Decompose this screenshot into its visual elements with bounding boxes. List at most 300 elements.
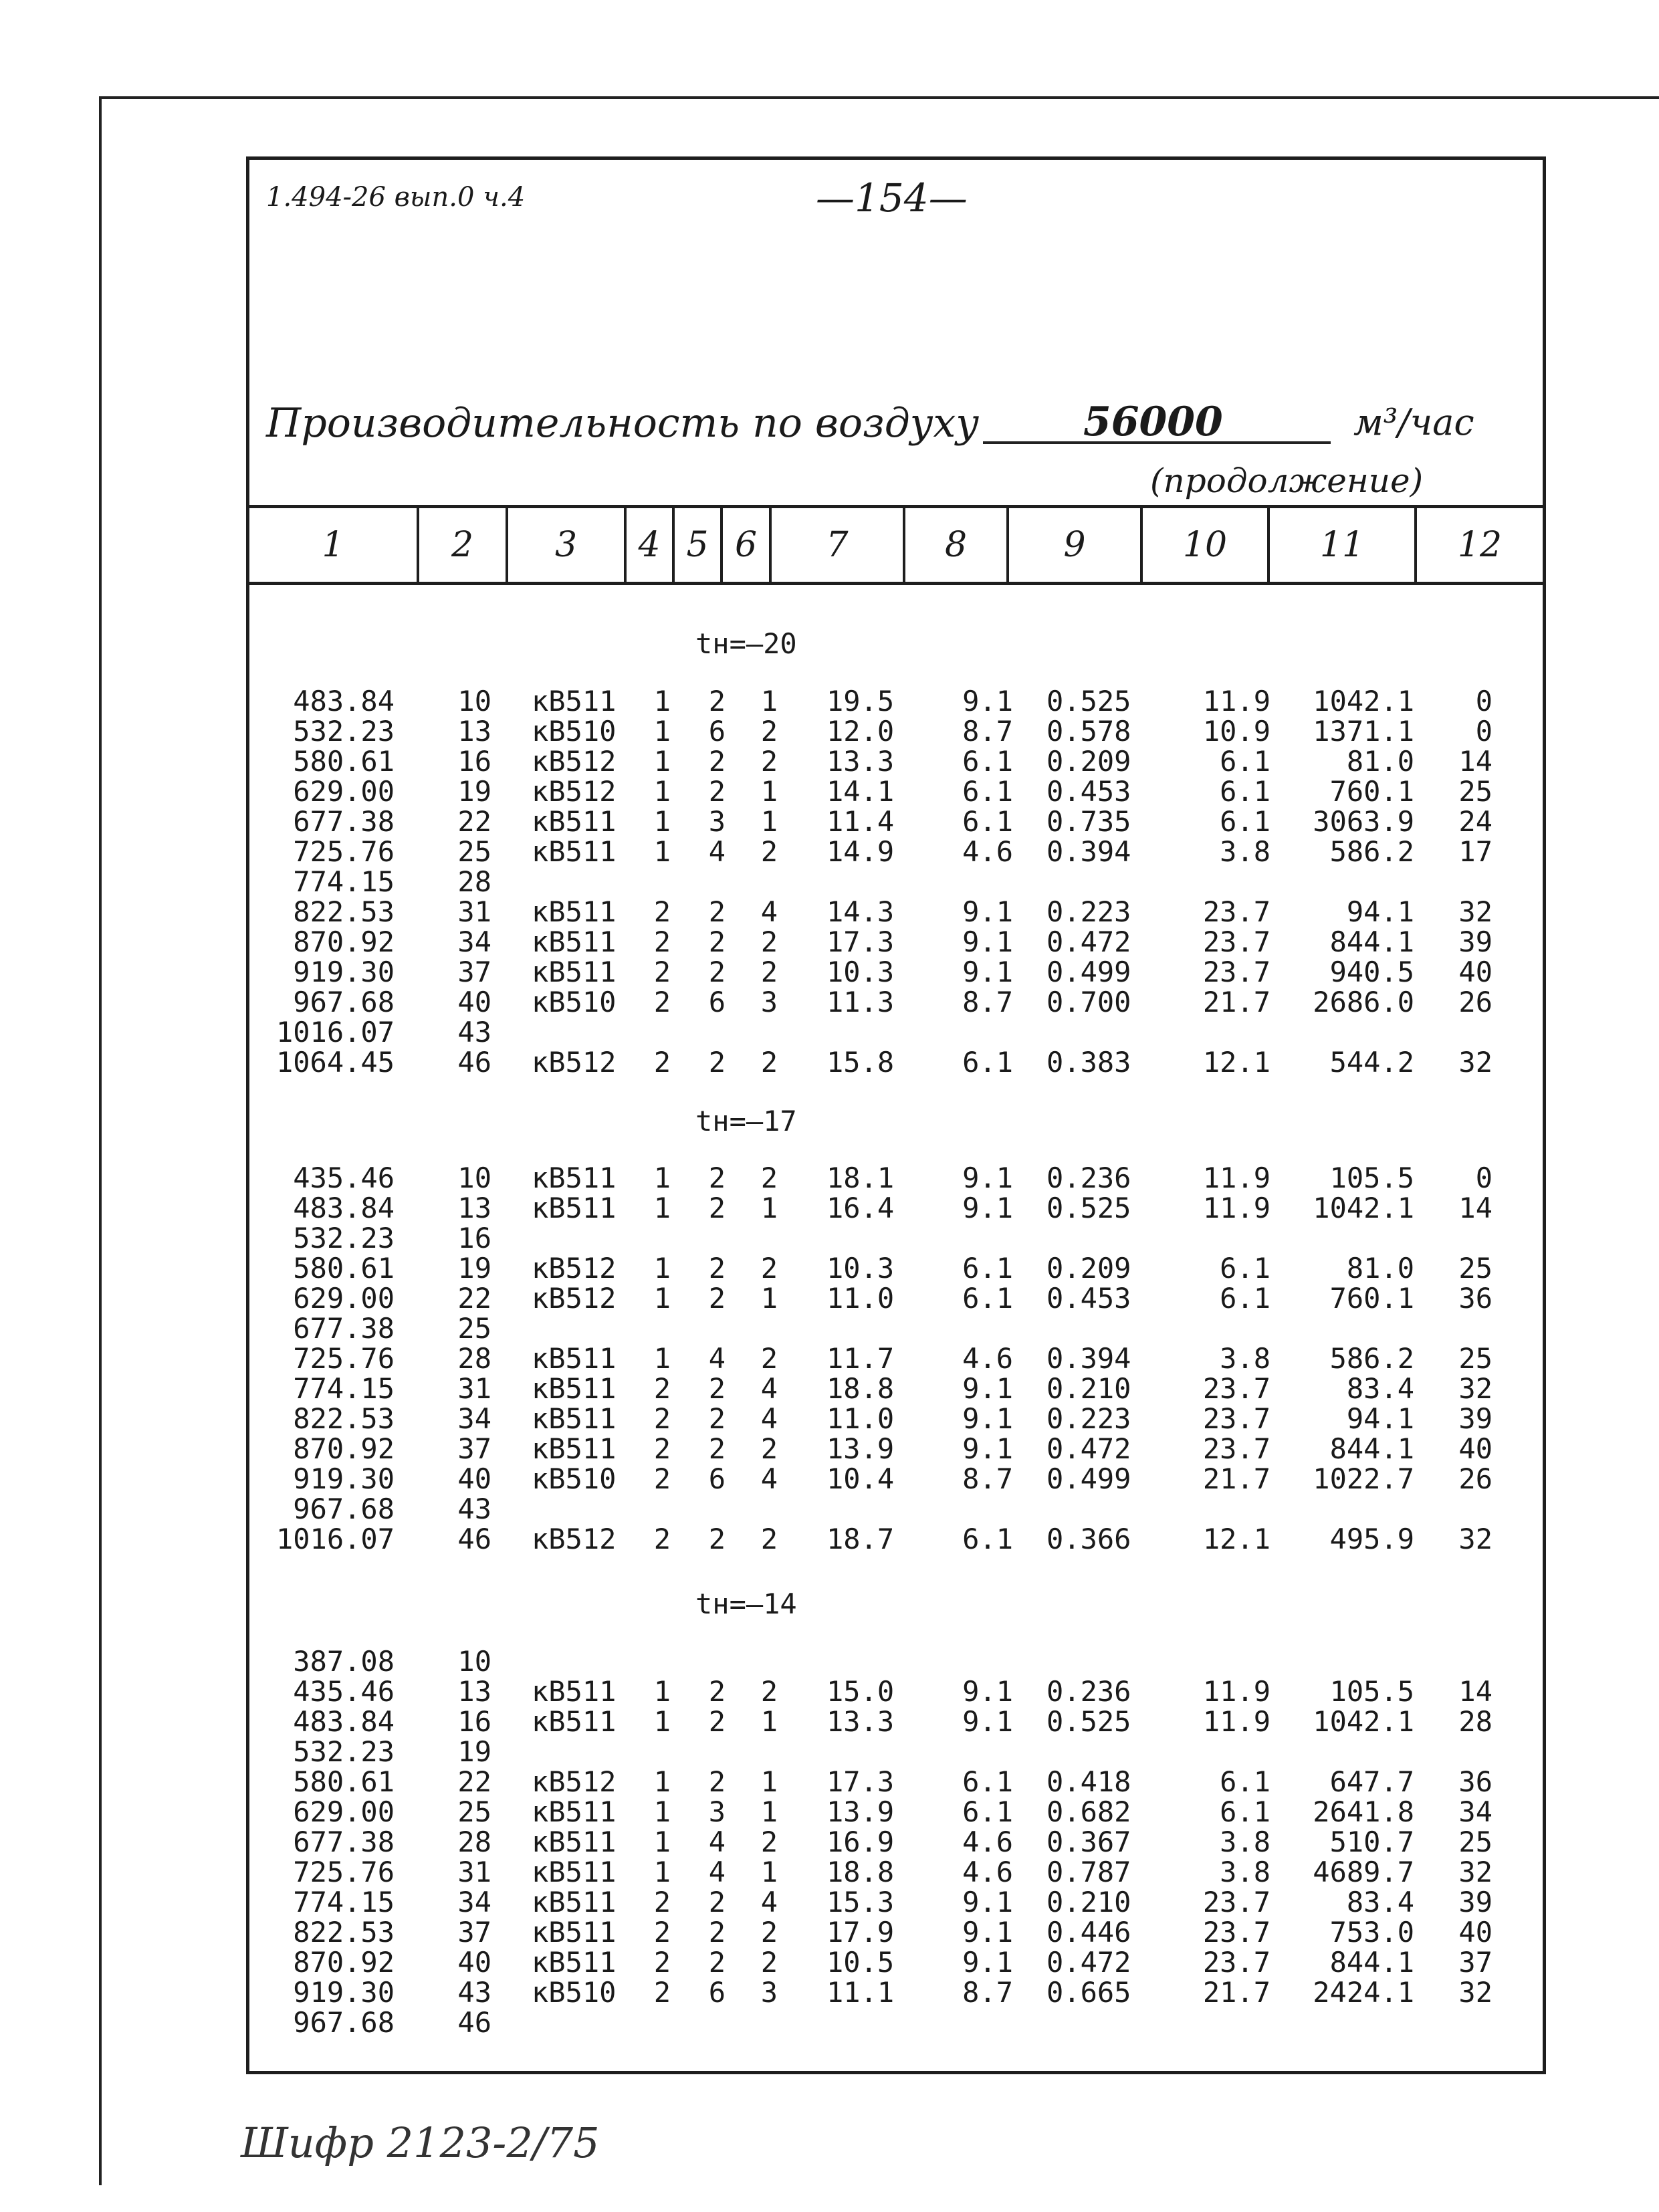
table-cell: 0.394 [1046, 835, 1131, 868]
table-cell: 0.525 [1046, 1192, 1131, 1224]
table-cell: 18.1 [826, 1162, 895, 1194]
table-cell: 1016.07 [275, 1523, 395, 1555]
table-cell: 586.2 [1329, 1342, 1414, 1375]
table-cell: 1 [653, 1342, 671, 1375]
table-cell: 15.8 [826, 1046, 895, 1079]
table-cell: 2 [760, 745, 778, 778]
table-row [0, 1492, 1659, 1525]
table-cell: 21.7 [1202, 986, 1270, 1018]
table-cell: кВ511 [532, 1705, 617, 1738]
table-cell: 25 [1458, 1826, 1492, 1858]
table-cell: 3 [708, 1795, 726, 1828]
table-cell: 940.5 [1329, 956, 1414, 988]
table-cell: 1 [653, 835, 671, 868]
table-cell: 6.1 [1220, 1795, 1270, 1828]
table-cell: 26 [1458, 986, 1492, 1018]
table-cell: 4 [760, 1402, 778, 1435]
table-cell: 0.499 [1046, 1462, 1131, 1495]
table-cell: кВ511 [532, 1342, 617, 1375]
table-cell: 4 [760, 895, 778, 928]
table-cell: 9.1 [962, 1162, 1013, 1194]
table-cell: 919.30 [293, 1462, 395, 1495]
table-cell: кВ512 [532, 1523, 617, 1555]
table-cell: 0.209 [1046, 745, 1131, 778]
table-cell: 16 [457, 1222, 491, 1254]
table-cell: 28 [1458, 1705, 1492, 1738]
table-cell: 2 [708, 1372, 726, 1405]
table-cell: 2 [653, 1432, 671, 1465]
table-cell: 1 [653, 1252, 671, 1285]
table-cell: 0 [1475, 1162, 1492, 1194]
column-header: 11 [1267, 508, 1414, 582]
table-row [0, 1194, 1659, 1223]
table-cell: 2 [708, 925, 726, 958]
table-cell: 844.1 [1329, 1432, 1414, 1465]
table-cell: 725.76 [293, 835, 395, 868]
column-header: 7 [769, 508, 903, 582]
table-cell: 580.61 [293, 1765, 395, 1798]
table-cell: 11.1 [826, 1976, 895, 2009]
table-cell: 11.0 [826, 1282, 895, 1315]
table-cell: кВ511 [532, 956, 617, 988]
table-cell: 2 [653, 1886, 671, 1918]
table-cell: 39 [1458, 1886, 1492, 1918]
table-cell: 532.23 [293, 715, 395, 748]
table-cell: кВ510 [532, 1462, 617, 1495]
table-cell: 967.68 [293, 1492, 395, 1525]
table-row [0, 1404, 1659, 1434]
table-cell: 12.0 [826, 715, 895, 748]
table-cell: 0.472 [1046, 1946, 1131, 1979]
table-cell: 15.3 [826, 1886, 895, 1918]
table-cell: 6.1 [962, 745, 1013, 778]
table-cell: 46 [457, 1046, 491, 1079]
table-cell: кВ511 [532, 1826, 617, 1858]
table-cell: 43 [457, 1016, 491, 1048]
table-cell: 2 [708, 1192, 726, 1224]
table-cell: 36 [1458, 1765, 1492, 1798]
column-header: 6 [720, 508, 769, 582]
table-cell: 9.1 [962, 895, 1013, 928]
table-cell: 3063.9 [1313, 805, 1414, 838]
table-cell: 1 [653, 1856, 671, 1888]
table-cell: 17.3 [826, 1765, 895, 1798]
table-cell: 18.7 [826, 1523, 895, 1555]
table-row [0, 927, 1659, 957]
table-cell: 10.5 [826, 1946, 895, 1979]
table-cell: 532.23 [293, 1735, 395, 1768]
table-cell: 37 [1458, 1946, 1492, 1979]
table-row [0, 807, 1659, 837]
table-cell: 2 [653, 895, 671, 928]
table-cell: 0.418 [1046, 1765, 1131, 1798]
table-cell: 10 [457, 1645, 491, 1678]
table-cell: 725.76 [293, 1856, 395, 1888]
table-cell: 19.5 [826, 685, 895, 717]
table-cell: 2 [708, 1252, 726, 1285]
table-cell: 3.8 [1220, 1826, 1270, 1858]
table-cell: 34 [1458, 1795, 1492, 1828]
table-cell: кВ511 [532, 1372, 617, 1405]
table-row [0, 1018, 1659, 1047]
table-cell: 1042.1 [1313, 685, 1414, 717]
table-cell: 0.210 [1046, 1886, 1131, 1918]
table-cell: 28 [457, 1826, 491, 1858]
table-cell: 14 [1458, 745, 1492, 778]
table-cell: 4 [760, 1372, 778, 1405]
table-cell: 1371.1 [1313, 715, 1414, 748]
table-cell: 2 [708, 1402, 726, 1435]
section-title: tн=—20 [695, 627, 797, 660]
table-cell: 1 [653, 1795, 671, 1828]
table-cell: 83.4 [1346, 1886, 1414, 1918]
table-cell: 40 [457, 1946, 491, 1979]
table-row [0, 1737, 1659, 1767]
table-cell: 9.1 [962, 1372, 1013, 1405]
table-row [0, 988, 1659, 1017]
table-cell: 3 [760, 986, 778, 1018]
table-cell: 14 [1458, 1192, 1492, 1224]
table-cell: 10.3 [826, 1252, 895, 1285]
table-cell: 725.76 [293, 1342, 395, 1375]
table-cell: 83.4 [1346, 1372, 1414, 1405]
table-cell: 23.7 [1202, 925, 1270, 958]
table-cell: 16 [457, 745, 491, 778]
table-cell: кВ511 [532, 1795, 617, 1828]
table-cell: 483.84 [293, 1192, 395, 1224]
table-cell: 1 [653, 1705, 671, 1738]
table-row [0, 747, 1659, 776]
table-cell: 18.8 [826, 1372, 895, 1405]
table-cell: 483.84 [293, 685, 395, 717]
table-row [0, 837, 1659, 867]
table-cell: 1 [760, 775, 778, 808]
table-cell: 0.665 [1046, 1976, 1131, 2009]
table-cell: 17.9 [826, 1916, 895, 1949]
table-cell: 2 [708, 895, 726, 928]
table-cell: 10.3 [826, 956, 895, 988]
table-cell: 2 [760, 835, 778, 868]
table-row [0, 1314, 1659, 1343]
table-cell: 2 [708, 745, 726, 778]
table-cell: кВ511 [532, 1856, 617, 1888]
table-cell: 105.5 [1329, 1162, 1414, 1194]
title-unit: м³/час [1353, 401, 1474, 443]
table-cell: 0.366 [1046, 1523, 1131, 1555]
table-cell: 629.00 [293, 775, 395, 808]
table-cell: кВ512 [532, 775, 617, 808]
table-cell: кВ511 [532, 1192, 617, 1224]
table-cell: 32 [1458, 1523, 1492, 1555]
table-cell: 8.7 [962, 1462, 1013, 1495]
table-cell: 32 [1458, 895, 1492, 928]
table-cell: 2 [760, 1046, 778, 1079]
table-cell: 870.92 [293, 1432, 395, 1465]
table-cell: кВ511 [532, 925, 617, 958]
table-cell: 31 [457, 1372, 491, 1405]
column-header: 10 [1140, 508, 1267, 582]
table-cell: 0.223 [1046, 895, 1131, 928]
table-cell: 2 [708, 956, 726, 988]
table-cell: кВ510 [532, 1976, 617, 2009]
table-cell: 2 [760, 1252, 778, 1285]
table-cell: 0 [1475, 715, 1492, 748]
table-row [0, 717, 1659, 746]
table-cell: 1 [760, 1705, 778, 1738]
table-row [0, 1677, 1659, 1706]
table-row [0, 867, 1659, 897]
table-cell: 919.30 [293, 1976, 395, 2009]
table-cell: 629.00 [293, 1795, 395, 1828]
table-cell: 580.61 [293, 745, 395, 778]
table-cell: 31 [457, 1856, 491, 1888]
table-cell: 870.92 [293, 925, 395, 958]
document-code: 1.494-26 вып.0 ч.4 [266, 182, 526, 213]
table-cell: 21.7 [1202, 1976, 1270, 2009]
table-cell: 28 [457, 865, 491, 898]
column-header: 8 [903, 508, 1006, 582]
table-cell: 16.9 [826, 1826, 895, 1858]
table-cell: 21.7 [1202, 1462, 1270, 1495]
table-cell: 4689.7 [1313, 1856, 1414, 1888]
table-cell: 37 [457, 1432, 491, 1465]
column-header: 5 [672, 508, 720, 582]
table-cell: 1022.7 [1313, 1462, 1414, 1495]
table-cell: кВ511 [532, 685, 617, 717]
table-cell: 1016.07 [275, 1016, 395, 1048]
page-number: —154— [816, 175, 968, 221]
table-cell: кВ512 [532, 1252, 617, 1285]
table-cell: 2 [708, 685, 726, 717]
table-cell: 46 [457, 1523, 491, 1555]
table-cell: 0.472 [1046, 1432, 1131, 1465]
table-row [0, 1284, 1659, 1313]
table-cell: 25 [1458, 1252, 1492, 1285]
table-cell: 6.1 [962, 1282, 1013, 1315]
table-cell: 844.1 [1329, 925, 1414, 958]
table-cell: 1 [760, 805, 778, 838]
table-cell: кВ510 [532, 986, 617, 1018]
table-cell: 2686.0 [1313, 986, 1414, 1018]
table-cell: 6.1 [962, 805, 1013, 838]
table-cell: 1 [760, 1765, 778, 1798]
table-cell: 4.6 [962, 1856, 1013, 1888]
table-cell: 22 [457, 1765, 491, 1798]
table-cell: 2 [708, 1916, 726, 1949]
table-cell: 1 [653, 1162, 671, 1194]
table-cell: 12.1 [1202, 1523, 1270, 1555]
table-cell: 6 [708, 1976, 726, 2009]
table-cell: 822.53 [293, 1402, 395, 1435]
table-cell: 22 [457, 1282, 491, 1315]
table-cell: 0.383 [1046, 1046, 1131, 1079]
table-row [0, 2008, 1659, 2037]
table-cell: 6.1 [962, 1765, 1013, 1798]
table-row [0, 1164, 1659, 1193]
table-cell: 24 [1458, 805, 1492, 838]
table-cell: 0.446 [1046, 1916, 1131, 1949]
table-cell: 25 [1458, 775, 1492, 808]
table-cell: 23.7 [1202, 1432, 1270, 1465]
table-cell: 2 [760, 1342, 778, 1375]
table-cell: 26 [1458, 1462, 1492, 1495]
table-cell: 46 [457, 2006, 491, 2039]
table-cell: 1 [760, 1192, 778, 1224]
table-cell: 10.4 [826, 1462, 895, 1495]
table-row [0, 1647, 1659, 1676]
column-header: 2 [417, 508, 506, 582]
table-cell: 967.68 [293, 986, 395, 1018]
table-cell: 40 [457, 1462, 491, 1495]
column-header: 4 [624, 508, 672, 582]
table-cell: 4.6 [962, 1826, 1013, 1858]
table-cell: 6.1 [962, 1795, 1013, 1828]
table-cell: 2 [708, 775, 726, 808]
table-cell: кВ511 [532, 1432, 617, 1465]
table-cell: 14.1 [826, 775, 895, 808]
table-cell: 387.08 [293, 1645, 395, 1678]
table-cell: 9.1 [962, 925, 1013, 958]
table-cell: 10 [457, 685, 491, 717]
table-cell: 6.1 [962, 1046, 1013, 1079]
table-cell: 1 [653, 1282, 671, 1315]
table-row [0, 1254, 1659, 1283]
table-cell: 2 [760, 925, 778, 958]
table-cell: 0.453 [1046, 1282, 1131, 1315]
table-cell: 0.210 [1046, 1372, 1131, 1405]
table-cell: 6.1 [962, 775, 1013, 808]
table-row [0, 687, 1659, 716]
table-cell: 18.8 [826, 1856, 895, 1888]
table-cell: 0.236 [1046, 1675, 1131, 1708]
table-cell: 2 [708, 1046, 726, 1079]
table-cell: кВ511 [532, 1402, 617, 1435]
table-cell: 2 [653, 925, 671, 958]
table-cell: 1 [760, 1856, 778, 1888]
table-cell: 2 [653, 986, 671, 1018]
table-row [0, 1888, 1659, 1917]
table-cell: 1 [760, 1282, 778, 1315]
table-cell: 8.7 [962, 1976, 1013, 2009]
table-cell: 1064.45 [275, 1046, 395, 1079]
table-cell: 3 [708, 805, 726, 838]
table-cell: 32 [1458, 1856, 1492, 1888]
table-cell: 13 [457, 715, 491, 748]
table-cell: 10.9 [1202, 715, 1270, 748]
title-label: Производительность по воздуху [266, 400, 980, 447]
table-cell: 2 [653, 1372, 671, 1405]
table-cell: кВ511 [532, 1162, 617, 1194]
table-cell: 2 [653, 1462, 671, 1495]
table-cell: 3 [760, 1976, 778, 2009]
table-cell: 2 [708, 1705, 726, 1738]
table-cell: 774.15 [293, 1372, 395, 1405]
table-cell: 6 [708, 986, 726, 1018]
table-cell: 31 [457, 895, 491, 928]
table-cell: 16 [457, 1705, 491, 1738]
section-title: tн=—14 [695, 1587, 797, 1620]
table-cell: 2 [653, 1916, 671, 1949]
table-cell: 11.9 [1202, 1675, 1270, 1708]
table-cell: 1042.1 [1313, 1192, 1414, 1224]
table-row [0, 1707, 1659, 1737]
table-cell: 13.9 [826, 1795, 895, 1828]
table-row [0, 1464, 1659, 1494]
table-cell: 40 [1458, 1916, 1492, 1949]
table-cell: 25 [457, 1795, 491, 1828]
table-cell: кВ512 [532, 745, 617, 778]
table-cell: 0.787 [1046, 1856, 1131, 1888]
table-cell: 6 [708, 1462, 726, 1495]
column-header-row [249, 505, 1543, 585]
table-cell: 0.367 [1046, 1826, 1131, 1858]
table-cell: кВ511 [532, 805, 617, 838]
table-row [0, 1978, 1659, 2007]
table-cell: 81.0 [1346, 745, 1414, 778]
table-cell: 0.209 [1046, 1252, 1131, 1285]
table-cell: 2641.8 [1313, 1795, 1414, 1828]
table-cell: 1 [653, 715, 671, 748]
table-cell: 1 [653, 805, 671, 838]
table-cell: 10 [457, 1162, 491, 1194]
table-cell: 23.7 [1202, 1402, 1270, 1435]
table-cell: 6.1 [1220, 805, 1270, 838]
table-cell: кВ512 [532, 1046, 617, 1079]
table-cell: 0.578 [1046, 715, 1131, 748]
table-cell: кВ511 [532, 1675, 617, 1708]
table-cell: кВ510 [532, 715, 617, 748]
table-cell: 34 [457, 1886, 491, 1918]
table-cell: 13.3 [826, 1705, 895, 1738]
table-cell: 37 [457, 956, 491, 988]
table-cell: 11.9 [1202, 1705, 1270, 1738]
table-cell: 34 [457, 925, 491, 958]
table-cell: 677.38 [293, 1312, 395, 1345]
table-cell: 532.23 [293, 1222, 395, 1254]
table-cell: 1 [653, 1765, 671, 1798]
table-cell: 2424.1 [1313, 1976, 1414, 2009]
table-cell: 967.68 [293, 2006, 395, 2039]
table-row [0, 1048, 1659, 1077]
table-cell: 2 [653, 956, 671, 988]
table-cell: 677.38 [293, 805, 395, 838]
table-cell: 34 [457, 1402, 491, 1435]
table-cell: 11.9 [1202, 1162, 1270, 1194]
table-cell: 32 [1458, 1372, 1492, 1405]
table-cell: кВ511 [532, 895, 617, 928]
table-cell: 4 [708, 1826, 726, 1858]
title-value: 56000 [1083, 399, 1223, 445]
table-cell: 6 [708, 715, 726, 748]
table-cell: 586.2 [1329, 835, 1414, 868]
column-header: 12 [1414, 508, 1543, 582]
table-cell: 919.30 [293, 956, 395, 988]
table-cell: 14 [1458, 1675, 1492, 1708]
table-cell: 36 [1458, 1282, 1492, 1315]
column-header: 3 [506, 508, 624, 582]
table-cell: кВ511 [532, 1946, 617, 1979]
table-cell: 2 [708, 1432, 726, 1465]
table-cell: 32 [1458, 1046, 1492, 1079]
table-cell: 544.2 [1329, 1046, 1414, 1079]
table-cell: 9.1 [962, 1675, 1013, 1708]
table-cell: 4 [708, 1856, 726, 1888]
table-cell: кВ511 [532, 1916, 617, 1949]
table-cell: 14.9 [826, 835, 895, 868]
table-cell: 774.15 [293, 1886, 395, 1918]
table-cell: 94.1 [1346, 1402, 1414, 1435]
table-cell: 1 [653, 1192, 671, 1224]
